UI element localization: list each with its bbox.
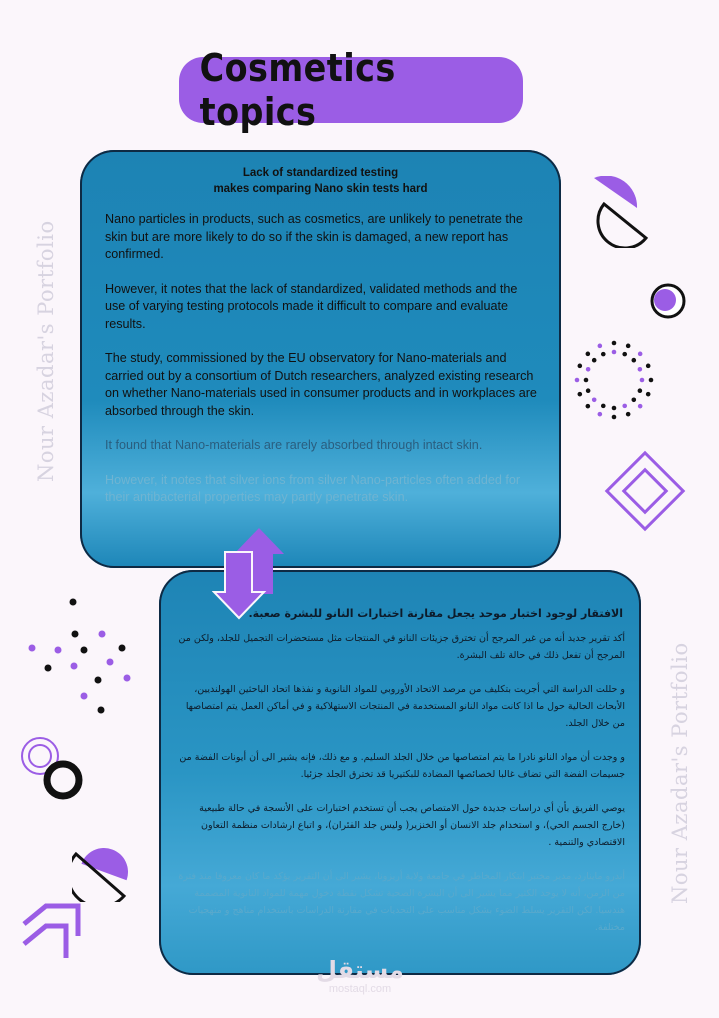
scattered-dots-icon: [24, 596, 134, 716]
page-title: Cosmetics topics: [199, 46, 396, 134]
english-paragraph: The study, commissioned by the EU observatory for Nano-materials and carried out by a consortium of Dutch researchers, analyzed existing research on whether Nano-materials used in consumer products and in workplaces are absorbed through the skin.: [105, 351, 537, 418]
english-heading: [80, 165, 561, 197]
arabic-paragraph: أكد تقرير جديد أنه من غير المرجح أن تخترق جزيئات النانو في المنتجات مثل مستحضرات التجميل للجلد، ولكن من المرجح أن تفعل ذلك في حالة تلف البشرة.: [178, 633, 625, 661]
semicircle-shapes-icon: [72, 836, 132, 902]
side-label-left: Nour Azadar's Portfolio: [34, 220, 58, 482]
ring-dot-icon: [649, 282, 689, 322]
side-label-right: Nour Azadar's Portfolio: [668, 642, 692, 904]
concentric-rings-icon: [18, 736, 88, 806]
arabic-body: [159, 630, 641, 936]
english-heading-line1: Lack of standardized testing: [242, 167, 399, 179]
english-paragraph: However, it notes that silver ions from silver Nano-particles often added for their antibacterial properties may partly penetrate skin.: [105, 472, 521, 504]
english-body: [80, 197, 561, 507]
swap-arrows-icon: [212, 524, 286, 622]
arabic-paragraph: و حللت الدراسة التي أجريت بتكليف من مرصد الاتحاد الأوروبي للمواد النانوية و نفذها اتحاد الباحثين الهولنديين، الأبحاث الحالية حول ما اذا كانت مواد النانو المستخدمة في المنتجات الاستهلاكية و في أماكن العمل يتم امتصاصها من خلال الجلد.: [185, 684, 625, 729]
diamond-outline-icon: [600, 446, 690, 536]
mostaql-watermark: [313, 957, 407, 995]
double-chevron-icon: [20, 900, 84, 964]
english-paragraph: It found that Nano-materials are rarely absorbed through intact skin.: [105, 438, 483, 452]
half-circles-icon: [592, 176, 648, 248]
watermark-latin: mostaql.com: [328, 983, 392, 995]
arabic-paragraph: يوصي الفريق بأن أي دراسات جديدة حول الامتصاص يجب أن تستخدم اختبارات على الأنسجة في حالة طبيعية (خارج الجسم الحي)، و استخدام جلد الانسان أو الخنزير( وليس جلد الفئران)، و اتباع ارشادات منظمة التعاون الاقتصادي والتنمية .: [199, 803, 625, 848]
dotted-burst-icon: [574, 340, 654, 420]
arabic-paragraph: أندرو ماينارد، مدير مختبر ابتكار المخاطر في جامعة ولاية أريزونا، يشير الى أن التقرير يؤكد ما كان معروفا منذ فترة من الزمن، أنه لا يوجد الكثير مما يشير الى أن البشرة الصحية تشكل نقطة دخول مهمة للمواد النانوية المصممة هندسيا. لكن التقرير يسلط الضوء بشكل مناسب على التحديات في مقارنة الدراسات باستخدام مناهج و منهجيات مختلفة.: [178, 871, 625, 933]
arabic-article-panel: [159, 570, 641, 975]
english-paragraph: However, it notes that the lack of standardized, validated methods and the use of varying testing protocols made it difficult to compare and evaluate results.: [105, 281, 518, 331]
watermark-arabic: مستقل: [316, 956, 404, 984]
english-heading-line2: makes comparing Nano skin tests hard: [213, 183, 428, 195]
english-article-panel: [80, 150, 561, 568]
arabic-paragraph: و وجدت أن مواد النانو نادرا ما يتم امتصاصها من خلال الجلد السليم. و مع ذلك، فإنه يشير الى أن أيونات الفضة من جسيمات الفضة التي تضاف غالبا لخصائصها المضادة للبكتيريا قد تخترق الجلد جزئيا.: [179, 752, 625, 780]
english-paragraph: Nano particles in products, such as cosmetics, are unlikely to penetrate the skin but are more likely to do so if the skin is damaged, a new report has confirmed.: [105, 212, 523, 261]
title-banner: [179, 46, 523, 134]
arabic-heading: الافتقار لوجود اختبار موحد يجعل مقارنة اختبارات النانو للبشرة صعبة.: [248, 607, 623, 620]
